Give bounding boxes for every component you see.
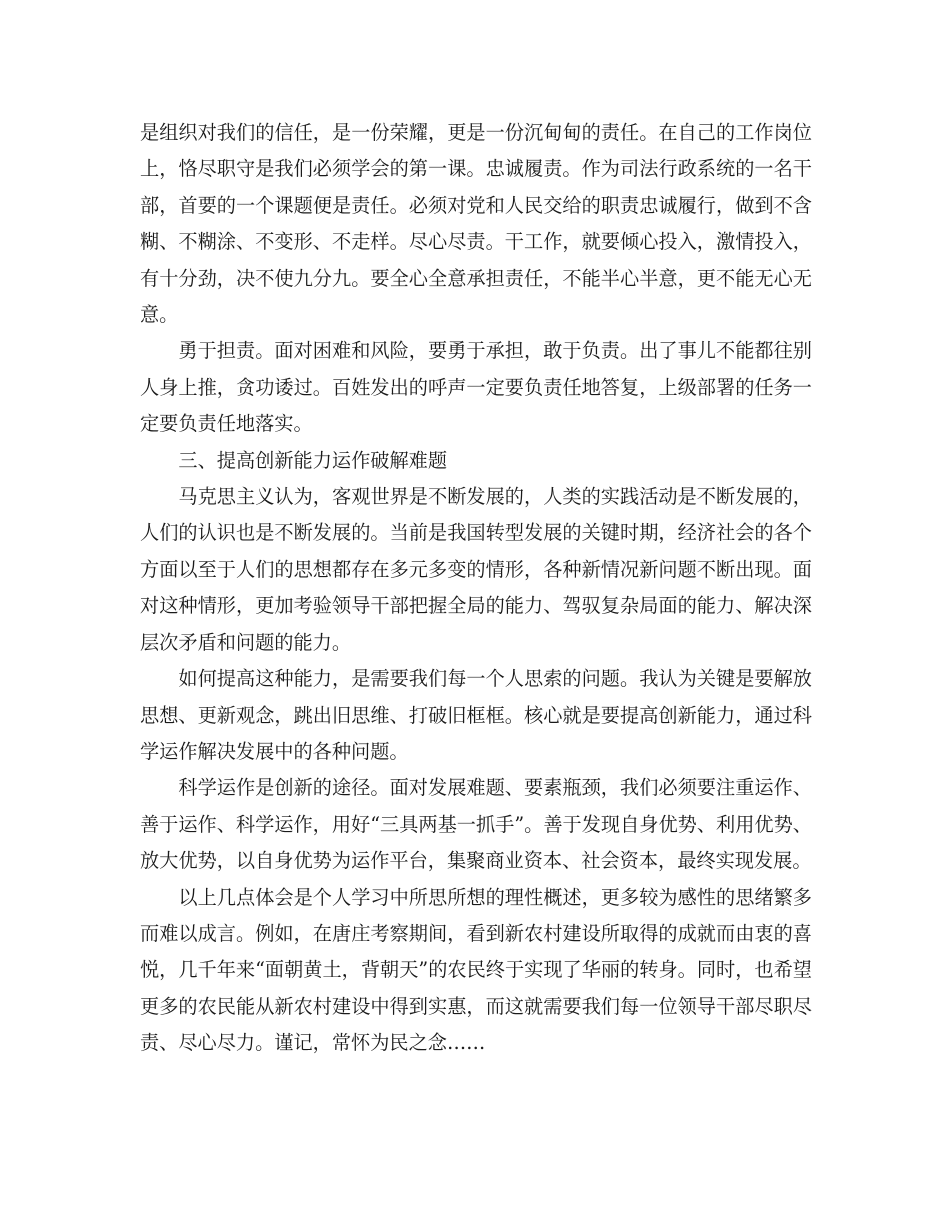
paragraph-6: 科学运作是创新的途径。面对发展难题、要素瓶颈，我们必须要注重运作、善于运作、科学运作，用好“三具两基一抓手”。善于发现自身优势、利用优势、放大优势，以自身优势为运作平台，集聚商业资本、社会资本，最终实现发展。 bbox=[140, 776, 812, 873]
section-heading-3: 三、提高创新能力运作破解难题 bbox=[178, 448, 448, 472]
paragraph-7: 以上几点体会是个人学习中所思所想的理性概述，更多较为感性的思绪繁多而难以成言。例如，在唐庄考察期间，看到新农村建设所取得的成就而由衷的喜悦，几千年来“面朝黄土，背朝天”的农民终于实现了华丽的转身。同时，也希望更多的农民能从新农村建设中得到实惠，而这就需要我们每一位领导干部尽职尽责、尽心尽力。谨记，常怀为民之念…… bbox=[140, 885, 812, 1055]
paragraph-5: 如何提高这种能力，是需要我们每一个人思索的问题。我认为关键是要解放思想、更新观念，跳出旧思维、打破旧框框。核心就是要提高创新能力，通过科学运作解决发展中的各种问题。 bbox=[140, 667, 812, 763]
paragraph-2: 勇于担责。面对困难和风险，要勇于承担，敢于负责。出了事儿不能都往别人身上推，贪功诿过。百姓发出的呼声一定要负责任地答复，上级部署的任务一定要负责任地落实。 bbox=[140, 339, 812, 436]
document-body bbox=[140, 115, 812, 1062]
paragraph-1: 是组织对我们的信任，是一份荣耀，更是一份沉甸甸的责任。在自己的工作岗位上，恪尽职守是我们必须学会的第一课。忠诚履责。作为司法行政系统的一名干部，首要的一个课题便是责任。必须对党和人民交给的职责忠诚履行，做到不含糊、不糊涂、不变形、不走样。尽心尽责。干工作，就要倾心投入，激情投入，有十分劲，决不使九分九。要全心全意承担责任，不能半心半意，更不能无心无意。 bbox=[140, 121, 812, 327]
paragraph-4: 马克思主义认为，客观世界是不断发展的，人类的实践活动是不断发展的，人们的认识也是不断发展的。当前是我国转型发展的关键时期，经济社会的各个方面以至于人们的思想都存在多元多变的情形，各种新情况新问题不断出现。面对这种情形，更加考验领导干部把握全局的能力、驾驭复杂局面的能力、解决深层次矛盾和问题的能力。 bbox=[140, 485, 812, 654]
